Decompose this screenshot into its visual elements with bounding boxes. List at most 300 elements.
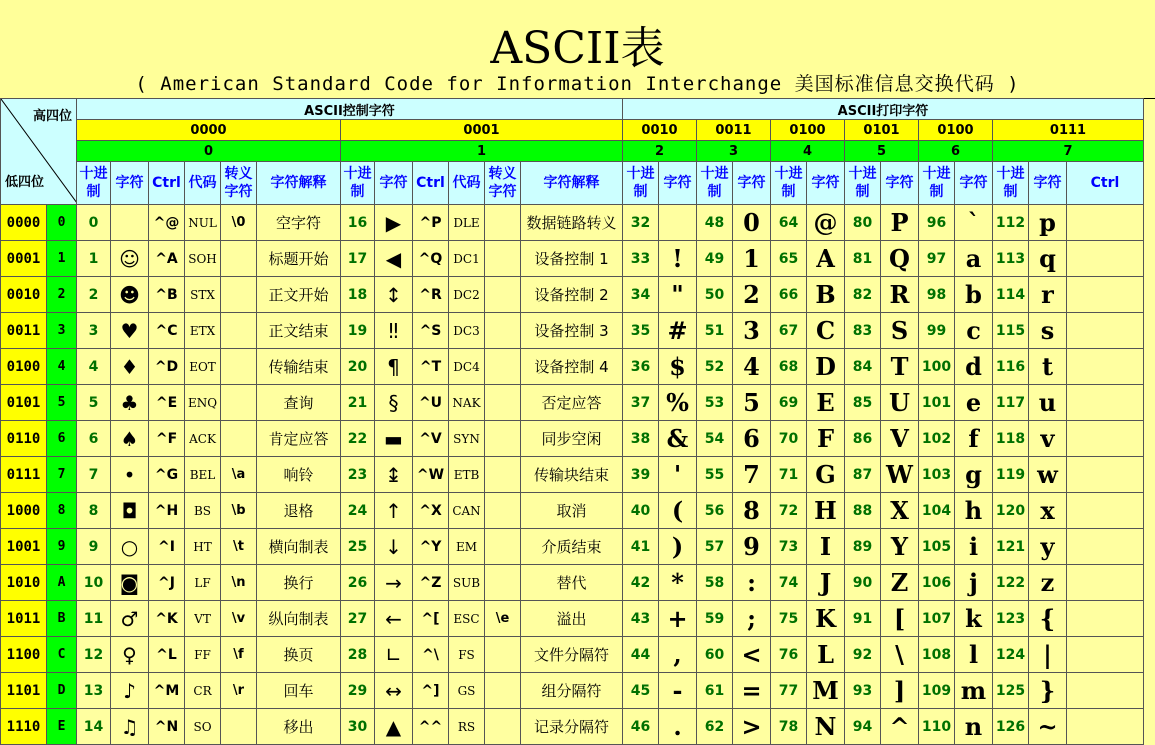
high-decimal-header: 3 [697, 141, 771, 162]
char-cell: p [1029, 205, 1067, 241]
escape-cell [221, 385, 257, 421]
high-decimal-header: 0 [77, 141, 341, 162]
char-cell: D [807, 349, 845, 385]
low-hex-cell: C [47, 637, 77, 673]
char-cell: i [955, 529, 993, 565]
decimal-cell: 35 [623, 313, 659, 349]
description-cell: 设备控制 4 [521, 349, 623, 385]
escape-cell [485, 205, 521, 241]
char-cell: A [807, 241, 845, 277]
char-cell: n [955, 709, 993, 745]
char-cell: U [881, 385, 919, 421]
high-binary-header: 0100 [919, 120, 993, 141]
description-cell: 文件分隔符 [521, 637, 623, 673]
char-cell: ` [955, 205, 993, 241]
decimal-cell: 114 [993, 277, 1029, 313]
code-cell: DLE [449, 205, 485, 241]
ctrl-cell: ^G [149, 457, 185, 493]
char-cell: Z [881, 565, 919, 601]
decimal-cell: 121 [993, 529, 1029, 565]
symbol-cell: ☺ [111, 241, 149, 277]
char-cell: < [733, 637, 771, 673]
ctrl-cell: ^N [149, 709, 185, 745]
char-cell: ' [659, 457, 697, 493]
ctrl-cell: ^Y [413, 529, 449, 565]
decimal-subheader: 十进制 [341, 162, 375, 205]
decimal-cell: 86 [845, 421, 881, 457]
ctrl-cell: ^C [149, 313, 185, 349]
description-cell: 溢出 [521, 601, 623, 637]
symbol-cell: • [111, 457, 149, 493]
decimal-cell: 12 [77, 637, 111, 673]
char-cell: j [955, 565, 993, 601]
char-cell: 4 [733, 349, 771, 385]
symbol-cell [111, 205, 149, 241]
ctrl-cell: ^^ [413, 709, 449, 745]
ctrl-cell: ^X [413, 493, 449, 529]
decimal-cell: 99 [919, 313, 955, 349]
code-cell: FF [185, 637, 221, 673]
code-cell: SYN [449, 421, 485, 457]
escape-cell [485, 313, 521, 349]
ctrl-cell [1067, 277, 1144, 313]
decimal-cell: 48 [697, 205, 733, 241]
description-cell: 换行 [257, 565, 341, 601]
ctrl-cell: ^@ [149, 205, 185, 241]
description-cell: 横向制表 [257, 529, 341, 565]
decimal-cell: 71 [771, 457, 807, 493]
decimal-cell: 81 [845, 241, 881, 277]
decimal-cell: 38 [623, 421, 659, 457]
decimal-cell: 61 [697, 673, 733, 709]
low-hex-cell: D [47, 673, 77, 709]
decimal-cell: 104 [919, 493, 955, 529]
decimal-cell: 27 [341, 601, 375, 637]
description-cell: 传输块结束 [521, 457, 623, 493]
escape-cell [221, 421, 257, 457]
decimal-cell: 57 [697, 529, 733, 565]
char-cell: , [659, 637, 697, 673]
symbol-cell: ↔ [375, 673, 413, 709]
char-cell: w [1029, 457, 1067, 493]
decimal-cell: 26 [341, 565, 375, 601]
ctrl-cell [1067, 205, 1144, 241]
decimal-cell: 50 [697, 277, 733, 313]
escape-cell [485, 385, 521, 421]
symbol-cell: ◀ [375, 241, 413, 277]
code-cell: RS [449, 709, 485, 745]
decimal-cell: 78 [771, 709, 807, 745]
description-cell: 正文结束 [257, 313, 341, 349]
ctrl-cell [1067, 529, 1144, 565]
ctrl-cell: ^Q [413, 241, 449, 277]
decimal-cell: 66 [771, 277, 807, 313]
symbol-cell: ▬ [375, 421, 413, 457]
char-cell: = [733, 673, 771, 709]
char-cell: ! [659, 241, 697, 277]
char-cell: P [881, 205, 919, 241]
decimal-cell: 6 [77, 421, 111, 457]
low-hex-cell: 2 [47, 277, 77, 313]
code-cell: BEL [185, 457, 221, 493]
decimal-cell: 88 [845, 493, 881, 529]
char-cell: V [881, 421, 919, 457]
code-cell: CR [185, 673, 221, 709]
escape-cell: \b [221, 493, 257, 529]
decimal-cell: 21 [341, 385, 375, 421]
decimal-subheader: 十进制 [77, 162, 111, 205]
decimal-cell: 123 [993, 601, 1029, 637]
symbol-cell: ‼ [375, 313, 413, 349]
char-cell: % [659, 385, 697, 421]
char-cell: @ [807, 205, 845, 241]
decimal-subheader: 十进制 [845, 162, 881, 205]
ctrl-cell: ^L [149, 637, 185, 673]
low-binary-cell: 1000 [1, 493, 47, 529]
low-hex-cell: 3 [47, 313, 77, 349]
decimal-cell: 89 [845, 529, 881, 565]
decimal-subheader: 十进制 [771, 162, 807, 205]
ctrl-cell: ^U [413, 385, 449, 421]
symbol-cell: ▶ [375, 205, 413, 241]
char-cell: L [807, 637, 845, 673]
escape-cell [485, 529, 521, 565]
char-cell: u [1029, 385, 1067, 421]
low-binary-cell: 0011 [1, 313, 47, 349]
decimal-cell: 62 [697, 709, 733, 745]
symbol-cell: ♪ [111, 673, 149, 709]
ctrl-cell: ^W [413, 457, 449, 493]
decimal-cell: 19 [341, 313, 375, 349]
decimal-cell: 43 [623, 601, 659, 637]
description-cell: 标题开始 [257, 241, 341, 277]
decimal-cell: 105 [919, 529, 955, 565]
escape-cell: \f [221, 637, 257, 673]
ctrl-cell: ^M [149, 673, 185, 709]
char-cell: | [1029, 637, 1067, 673]
char-cell: 5 [733, 385, 771, 421]
char-cell: 7 [733, 457, 771, 493]
char-cell: l [955, 637, 993, 673]
description-cell: 同步空闲 [521, 421, 623, 457]
code-cell: LF [185, 565, 221, 601]
decimal-cell: 117 [993, 385, 1029, 421]
control-group-header: ASCII控制字符 [77, 99, 623, 120]
char-cell: : [733, 565, 771, 601]
ctrl-cell: ^F [149, 421, 185, 457]
table-row [1, 457, 1144, 493]
char-cell: J [807, 565, 845, 601]
decimal-cell: 98 [919, 277, 955, 313]
decimal-cell: 69 [771, 385, 807, 421]
decimal-cell: 7 [77, 457, 111, 493]
ctrl-cell: ^K [149, 601, 185, 637]
escape-cell [485, 673, 521, 709]
char-cell: 6 [733, 421, 771, 457]
char-cell: } [1029, 673, 1067, 709]
char-subheader: 字符 [955, 162, 993, 205]
code-subheader: 代码 [449, 162, 485, 205]
symbol-cell: ∟ [375, 637, 413, 673]
decimal-cell: 39 [623, 457, 659, 493]
char-cell: [ [881, 601, 919, 637]
decimal-cell: 116 [993, 349, 1029, 385]
high-binary-header: 0011 [697, 120, 771, 141]
decimal-cell: 30 [341, 709, 375, 745]
symbol-cell: ☻ [111, 277, 149, 313]
ctrl-cell: ^J [149, 565, 185, 601]
char-cell: { [1029, 601, 1067, 637]
decimal-cell: 59 [697, 601, 733, 637]
decimal-cell: 51 [697, 313, 733, 349]
decimal-cell: 5 [77, 385, 111, 421]
page-title: ASCII表 [490, 23, 665, 74]
escape-cell [485, 493, 521, 529]
decimal-cell: 36 [623, 349, 659, 385]
char-cell: 3 [733, 313, 771, 349]
description-cell: 正文开始 [257, 277, 341, 313]
char-cell: f [955, 421, 993, 457]
decimal-cell: 122 [993, 565, 1029, 601]
decimal-cell: 112 [993, 205, 1029, 241]
low-binary-cell: 0000 [1, 205, 47, 241]
code-cell: EM [449, 529, 485, 565]
description-cell: 设备控制 1 [521, 241, 623, 277]
code-cell: SUB [449, 565, 485, 601]
decimal-cell: 94 [845, 709, 881, 745]
ctrl-cell: ^D [149, 349, 185, 385]
symbol-cell: → [375, 565, 413, 601]
table-row [1, 637, 1144, 673]
escape-cell: \t [221, 529, 257, 565]
high-decimal-header: 2 [623, 141, 697, 162]
high-binary-header: 0101 [845, 120, 919, 141]
char-cell: d [955, 349, 993, 385]
description-cell: 介质结束 [521, 529, 623, 565]
table-row [1, 493, 1144, 529]
char-cell: N [807, 709, 845, 745]
decimal-cell: 4 [77, 349, 111, 385]
low-binary-cell: 1010 [1, 565, 47, 601]
char-cell: I [807, 529, 845, 565]
escape-cell [485, 241, 521, 277]
char-subheader: 字符 [659, 162, 697, 205]
decimal-cell: 14 [77, 709, 111, 745]
code-cell: ACK [185, 421, 221, 457]
char-cell: G [807, 457, 845, 493]
high-decimal-header: 1 [341, 141, 623, 162]
decimal-cell: 102 [919, 421, 955, 457]
decimal-cell: 3 [77, 313, 111, 349]
description-cell: 退格 [257, 493, 341, 529]
code-cell: ENQ [185, 385, 221, 421]
description-cell: 组分隔符 [521, 673, 623, 709]
symbol-cell: ○ [111, 529, 149, 565]
description-cell: 记录分隔符 [521, 709, 623, 745]
corner-header [1, 99, 77, 205]
low-binary-cell: 0111 [1, 457, 47, 493]
decimal-cell: 33 [623, 241, 659, 277]
decimal-cell: 82 [845, 277, 881, 313]
low-binary-cell: 0010 [1, 277, 47, 313]
char-cell: z [1029, 565, 1067, 601]
description-cell: 纵向制表 [257, 601, 341, 637]
decimal-cell: 93 [845, 673, 881, 709]
symbol-cell: ♀ [111, 637, 149, 673]
char-cell: W [881, 457, 919, 493]
low-binary-cell: 1001 [1, 529, 47, 565]
ascii-table [0, 98, 1144, 745]
char-cell: X [881, 493, 919, 529]
decimal-cell: 44 [623, 637, 659, 673]
decimal-cell: 67 [771, 313, 807, 349]
decimal-cell: 1 [77, 241, 111, 277]
escape-cell [221, 709, 257, 745]
description-cell: 设备控制 2 [521, 277, 623, 313]
table-row [1, 349, 1144, 385]
decimal-cell: 125 [993, 673, 1029, 709]
ctrl-cell [1067, 421, 1144, 457]
symbol-cell: ◘ [111, 493, 149, 529]
char-cell: > [733, 709, 771, 745]
escape-cell [221, 277, 257, 313]
symbol-cell: ♦ [111, 349, 149, 385]
code-cell: EOT [185, 349, 221, 385]
decimal-cell: 60 [697, 637, 733, 673]
escape-cell: \v [221, 601, 257, 637]
description-cell: 肯定应答 [257, 421, 341, 457]
low-hex-cell: 9 [47, 529, 77, 565]
decimal-cell: 72 [771, 493, 807, 529]
decimal-cell: 85 [845, 385, 881, 421]
low-hex-cell: 6 [47, 421, 77, 457]
low-hex-cell: 5 [47, 385, 77, 421]
char-cell: " [659, 277, 697, 313]
char-cell: t [1029, 349, 1067, 385]
char-cell: s [1029, 313, 1067, 349]
low-hex-cell: B [47, 601, 77, 637]
decimal-cell: 53 [697, 385, 733, 421]
symbol-cell: ♠ [111, 421, 149, 457]
code-subheader: 代码 [185, 162, 221, 205]
escape-cell [485, 709, 521, 745]
decimal-cell: 80 [845, 205, 881, 241]
char-cell: ; [733, 601, 771, 637]
table-row [1, 709, 1144, 745]
decimal-cell: 73 [771, 529, 807, 565]
decimal-cell: 76 [771, 637, 807, 673]
decimal-cell: 11 [77, 601, 111, 637]
low-binary-cell: 0100 [1, 349, 47, 385]
ctrl-cell [1067, 601, 1144, 637]
char-cell: K [807, 601, 845, 637]
code-cell: ETX [185, 313, 221, 349]
char-cell: Y [881, 529, 919, 565]
decimal-cell: 16 [341, 205, 375, 241]
char-cell: q [1029, 241, 1067, 277]
symbol-cell: ♂ [111, 601, 149, 637]
char-cell: a [955, 241, 993, 277]
code-cell: STX [185, 277, 221, 313]
symbol-cell: ♥ [111, 313, 149, 349]
ctrl-cell [1067, 457, 1144, 493]
ctrl-cell: ^B [149, 277, 185, 313]
code-cell: SO [185, 709, 221, 745]
description-cell: 设备控制 3 [521, 313, 623, 349]
ctrl-subheader: Ctrl [149, 162, 185, 205]
char-cell: Q [881, 241, 919, 277]
escape-cell: \e [485, 601, 521, 637]
description-cell: 传输结束 [257, 349, 341, 385]
char-cell: 2 [733, 277, 771, 313]
decimal-cell: 100 [919, 349, 955, 385]
symbol-cell: § [375, 385, 413, 421]
description-cell: 换页 [257, 637, 341, 673]
decimal-cell: 75 [771, 601, 807, 637]
ctrl-cell: ^V [413, 421, 449, 457]
ctrl-cell: ^E [149, 385, 185, 421]
decimal-cell: 34 [623, 277, 659, 313]
symbol-cell: ♣ [111, 385, 149, 421]
decimal-cell: 2 [77, 277, 111, 313]
high-decimal-header: 6 [919, 141, 993, 162]
char-subheader: 字符 [881, 162, 919, 205]
table-row [1, 241, 1144, 277]
low-hex-cell: 1 [47, 241, 77, 277]
table-row [1, 565, 1144, 601]
ctrl-cell [1067, 709, 1144, 745]
description-cell: 取消 [521, 493, 623, 529]
decimal-cell: 41 [623, 529, 659, 565]
escape-cell [221, 241, 257, 277]
ctrl-subheader: Ctrl [1067, 162, 1144, 205]
char-cell: ^ [881, 709, 919, 745]
decimal-cell: 42 [623, 565, 659, 601]
decimal-subheader: 十进制 [697, 162, 733, 205]
ctrl-cell: ^Z [413, 565, 449, 601]
low-hex-cell: 0 [47, 205, 77, 241]
code-cell: NAK [449, 385, 485, 421]
code-cell: VT [185, 601, 221, 637]
symbol-cell: ↕ [375, 277, 413, 313]
decimal-cell: 83 [845, 313, 881, 349]
char-cell: 0 [733, 205, 771, 241]
code-cell: ETB [449, 457, 485, 493]
ctrl-cell: ^S [413, 313, 449, 349]
high-binary-header: 0111 [993, 120, 1144, 141]
char-cell: . [659, 709, 697, 745]
char-subheader: 字符 [375, 162, 413, 205]
decimal-cell: 92 [845, 637, 881, 673]
decimal-cell: 54 [697, 421, 733, 457]
char-cell: 1 [733, 241, 771, 277]
decimal-cell: 49 [697, 241, 733, 277]
high-binary-header: 0100 [771, 120, 845, 141]
char-cell: $ [659, 349, 697, 385]
code-cell: CAN [449, 493, 485, 529]
decimal-cell: 84 [845, 349, 881, 385]
table-row [1, 385, 1144, 421]
char-cell: c [955, 313, 993, 349]
decimal-cell: 45 [623, 673, 659, 709]
char-subheader: 字符 [1029, 162, 1067, 205]
table-row [1, 529, 1144, 565]
ctrl-cell: ^\ [413, 637, 449, 673]
char-subheader: 字符 [733, 162, 771, 205]
decimal-cell: 23 [341, 457, 375, 493]
decimal-cell: 109 [919, 673, 955, 709]
char-cell: m [955, 673, 993, 709]
